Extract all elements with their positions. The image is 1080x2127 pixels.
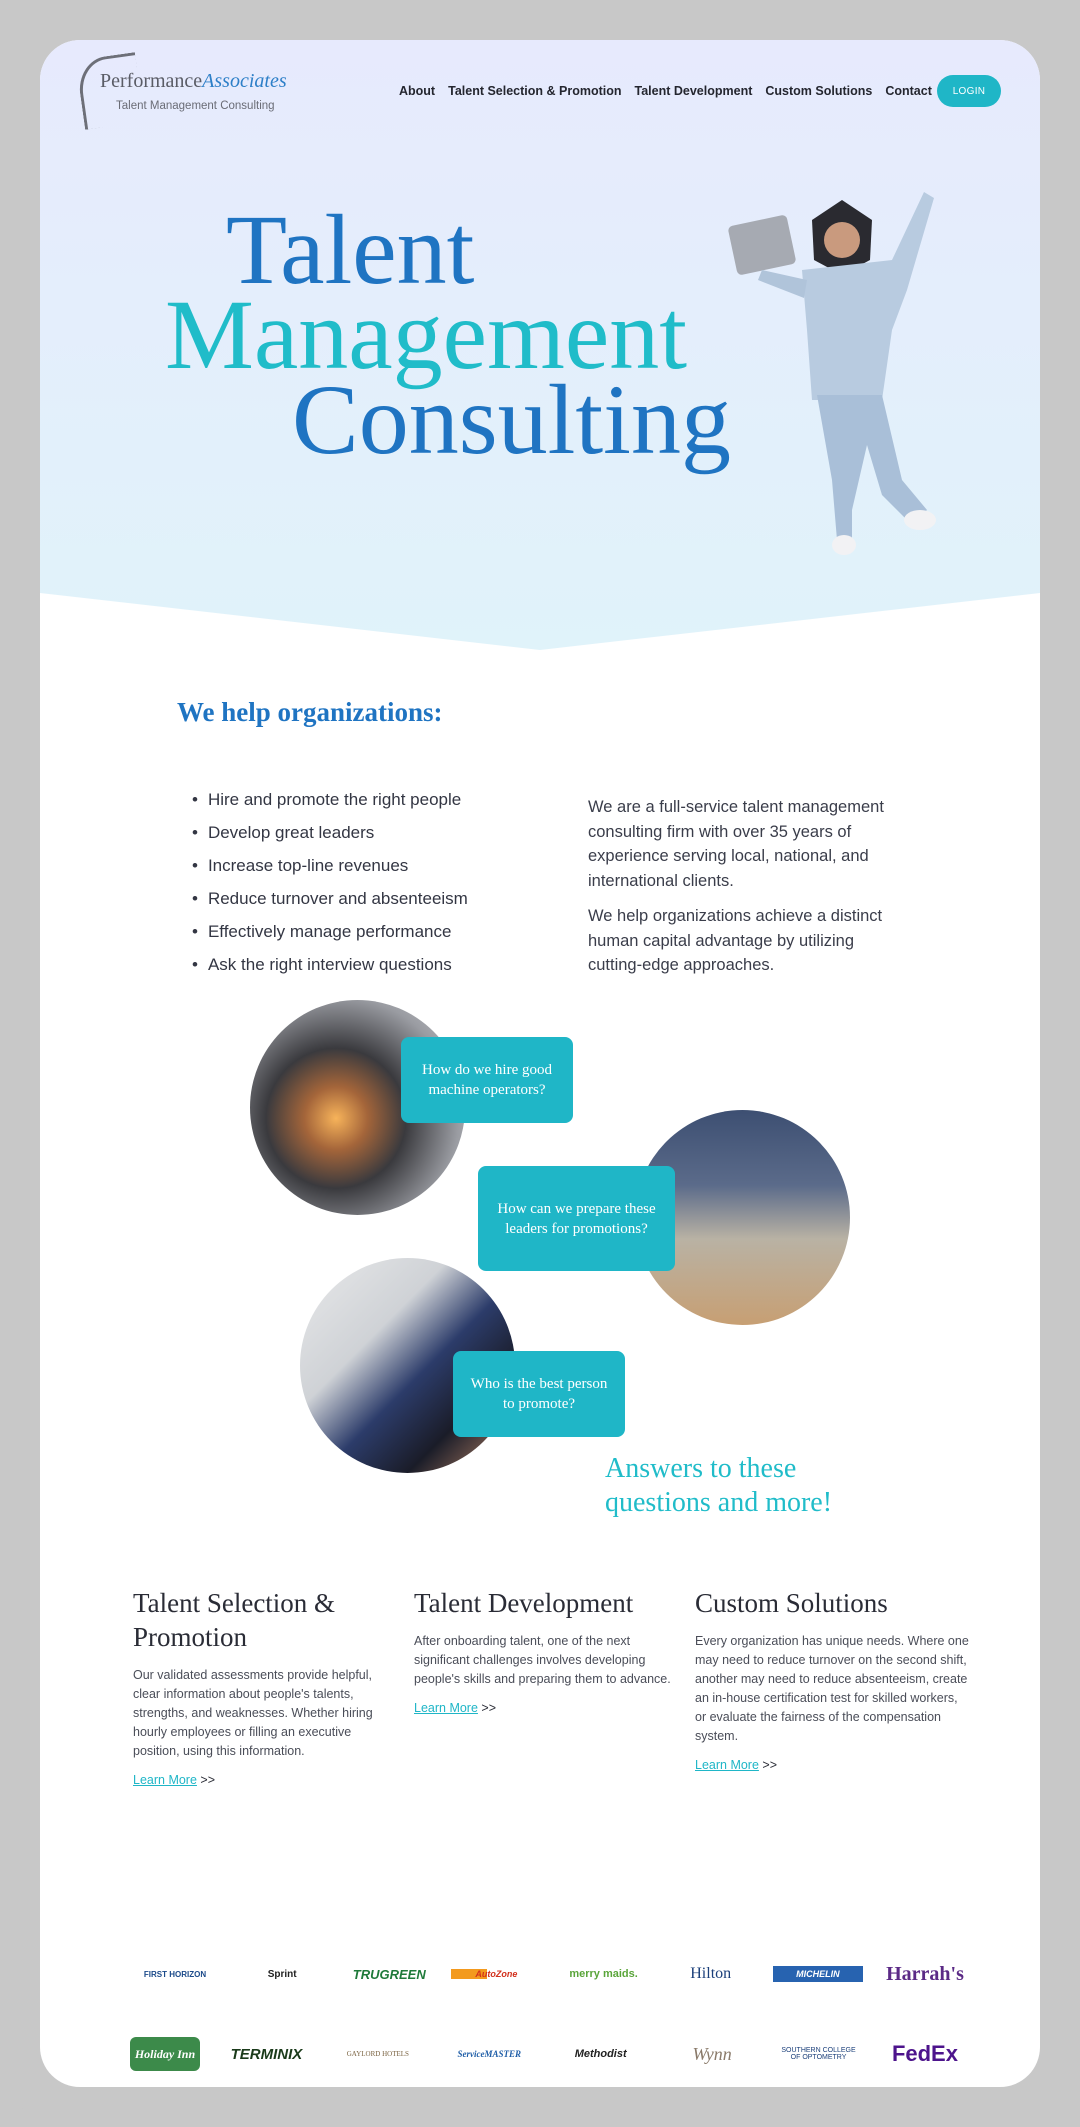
logo-tagline: Talent Management Consulting [116, 100, 275, 112]
client-logo-autozone: AutoZone [451, 1969, 541, 1979]
help-heading: We help organizations: [177, 697, 443, 727]
client-logo-holiday-inn: Holiday Inn [130, 2037, 200, 2071]
help-bullet: • Develop great leaders [192, 823, 468, 856]
client-logo-fedex: FedEx [891, 2041, 958, 2066]
nav-talent-development[interactable]: Talent Development [634, 84, 753, 98]
client-logo-merry-maids: merry maids. [569, 1968, 638, 1980]
about-paragraph-2: We help organizations achieve a distinct human capital advantage by utilizing cutting-edge approaches. [588, 907, 883, 974]
nav-contact[interactable]: Contact [885, 84, 932, 98]
client-logo-harrahs: Harrah's [886, 1962, 964, 1985]
client-logo-terminix: TERMINIX [230, 2045, 303, 2063]
main-nav [399, 84, 932, 98]
service-custom-solutions: Custom Solutions Every organization has unique needs. Where one may need to reduce turnover on the second shift, another may need to reduce absenteeism, create an in-house certification test for skilled workers, or evaluate the fairness of the compensation system. Learn More >> [695, 1588, 969, 1772]
hero-title-line-3: Consulting [292, 364, 731, 475]
service-talent-development: Talent Development After onboarding talent, one of the next significant challenges involves developing people's skills and preparing them to advance. Learn More >> [414, 1586, 684, 1715]
about-paragraph-1: We are a full-service talent management consulting firm with over 35 years of experience serving local, national, and international clients. [588, 798, 884, 890]
hero-title-line-2: Management [165, 279, 688, 390]
client-logo-sprint: Sprint [267, 1968, 297, 1980]
question-card-2: How can we prepare these leaders for promotions? [478, 1166, 675, 1271]
nav-talent-selection[interactable]: Talent Selection & Promotion [448, 84, 622, 98]
learn-more-link[interactable]: Learn More [133, 1773, 197, 1787]
hero-title-line-1: Talent [226, 194, 475, 305]
about-text [588, 795, 908, 989]
help-bullet: • Hire and promote the right people [192, 790, 468, 823]
client-logo-methodist: Methodist [574, 2048, 627, 2060]
nav-custom-solutions[interactable]: Custom Solutions [765, 84, 873, 98]
jumping-person-image [692, 180, 952, 580]
browser-viewport [40, 40, 1040, 2087]
client-logo-servicemaster: ServiceMASTER [457, 2049, 522, 2059]
nav-about[interactable]: About [399, 84, 436, 98]
client-logo-michelin: MICHELIN [773, 1966, 863, 1982]
client-logo-first-horizon: FIRST HORIZON [143, 1969, 207, 1979]
help-bullet: • Ask the right interview questions [192, 955, 468, 988]
logo-wordmark: PerformanceAssociates [100, 70, 287, 92]
question-card-1: How do we hire good machine operators? [401, 1037, 573, 1123]
client-logo-hilton: Hilton [690, 1965, 732, 1982]
client-logos-row-2 [130, 2034, 970, 2074]
service-description: Our validated assessments provide helpful, clear information about people's talents, strengths, and weaknesses. Whether hiring hourly employees or filling an executive position, using this information. [133, 1668, 373, 1758]
service-title: Talent Development [414, 1588, 634, 1618]
login-button[interactable]: LOGIN [937, 75, 1001, 107]
client-logo-trugreen: TRUGREEN [352, 1966, 426, 1982]
answers-tagline: Answers to these questions and more! [605, 1453, 833, 1518]
service-description: After onboarding talent, one of the next significant challenges involves developing people's skills and preparing them to advance. [414, 1634, 671, 1686]
help-bullet: • Increase top-line revenues [192, 856, 468, 889]
help-bullet-list [192, 790, 468, 988]
service-title: Talent Selection & Promotion [133, 1588, 336, 1652]
help-bullet: • Reduce turnover and absenteeism [192, 889, 468, 922]
client-logo-southern-college: SOUTHERN COLLEGE OF OPTOMETRY [781, 2047, 856, 2061]
client-logo-wynn: Wynn [692, 2043, 732, 2064]
learn-more-link[interactable]: Learn More [695, 1758, 759, 1772]
service-description: Every organization has unique needs. Where one may need to reduce turnover on the second shift, another may need to reduce absenteeism, create an in-house certification test for skilled workers, or evaluate the fairness of the compensation system. [695, 1634, 969, 1743]
client-logo-gaylord: GAYLORD HOTELS [346, 2050, 409, 2058]
question-card-3: Who is the best person to promote? [453, 1351, 625, 1437]
service-talent-selection: Talent Selection & Promotion Our validated assessments provide helpful, clear information about people's talents, strengths, and weaknesses. Whether hiring hourly employees or filling an executive position, using this information. Learn More >> [133, 1586, 383, 1787]
learn-more-link[interactable]: Learn More [414, 1701, 478, 1715]
client-logos-row-1 [130, 1954, 970, 1994]
help-bullet: • Effectively manage performance [192, 922, 468, 955]
service-title: Custom Solutions [695, 1588, 888, 1618]
site-logo[interactable] [80, 56, 290, 126]
